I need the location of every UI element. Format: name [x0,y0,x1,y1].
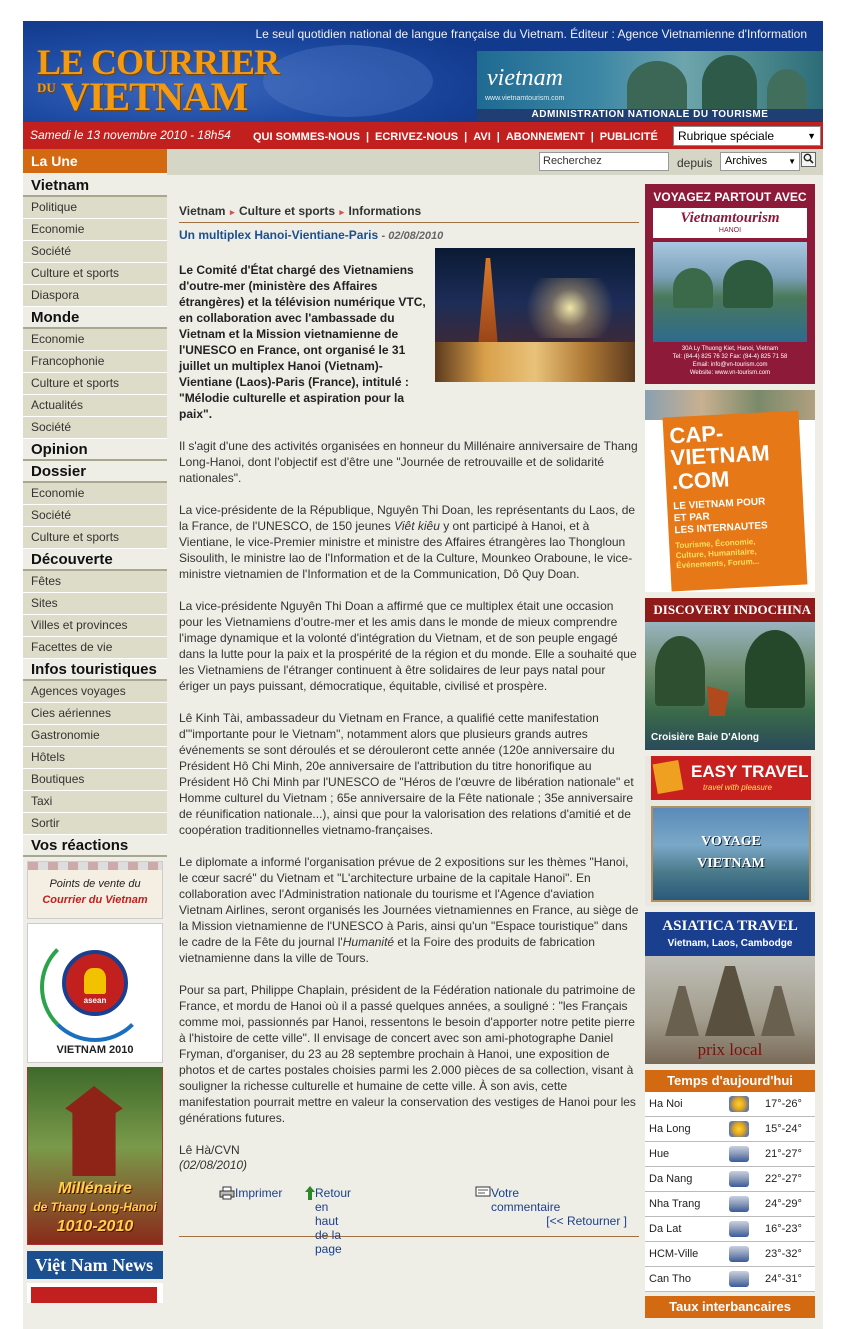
site-header [23,21,823,122]
p2-part-a: La vice-présidente de la République, Nguyên Thi Doan, les représentants du Laos, de la France, de l'UNESCO, de 150 jeunes [179,503,636,533]
site-logo-line2[interactable]: VIETNAM [61,74,248,119]
sidebar-item-facettes-vie[interactable]: Facettes de vie [23,637,167,659]
p2-part-b: y ont participé à Hanoi, et à Vientiane, le vice-Premier ministre et ministre des Affaires étrangères lao Thongloun Sisoulith, le ministre lao de l'Information et de la Culture, Mounkeo Oraboune, le vice-ministre vietnamien de l'Information et de la Communication, Dô Quy Doan. [179,519,633,581]
ad2-line7: Tourisme, Économie, [675,536,756,551]
chevron-down-icon: ▼ [807,131,816,141]
karst-rock [702,55,757,113]
sidebar-section-dossier[interactable]: Dossier [23,461,167,483]
ad2-line5: ET PAR [673,511,711,525]
p5-part-a: Le diplomate a informé l'organisation prévue de 2 expositions sur les thèmes "Hanoi, le cœur sacré" du Vietnam et "L'architecture urbaine de la capitale Hanoi". En collaboration avec l'Administration nationale du tourisme et l'Agence d'aviation Vietnam Airlines, seront organisés les Journées vietnamiennes en France, au siège de la Mission vietnamienne de l'UNESCO à Paris, ainsi qu'un "Espace touristique" dans le cadre de la Fête du journal l' [179,855,639,949]
sidebar-item-taxi[interactable]: Taxi [23,791,167,813]
ad4-logo-square [653,760,684,794]
promo-viet-nam-news[interactable] [27,1251,163,1279]
weather-city: Nha Trang [649,1198,701,1210]
ad-vietnamtourism[interactable] [645,184,815,384]
promo-vnn-label: Việt Nam News [34,1255,154,1275]
search-go-button[interactable] [801,152,816,167]
article-pubdate: (02/08/2010) [179,1158,248,1172]
archives-select[interactable] [720,152,800,171]
promo-millenaire-line2: de Thang Long-Hanoi [33,1200,157,1214]
search-input[interactable]: Recherchez [539,152,669,171]
weather-temp: 23°-32° [765,1248,802,1260]
p2-emphasis: Viêt kiêu [394,519,440,533]
breadcrumb-item-informations[interactable]: Informations [348,204,422,218]
ad5-voyage-vietnam [651,806,811,902]
nav-link-abonnement[interactable]: ABONNEMENT [505,131,585,143]
print-label: Imprimer [235,1186,283,1200]
weather-row [645,1192,815,1217]
weather-temp: 17°-26° [765,1098,802,1110]
ad2-line1: CAP- [668,420,724,449]
back-to-top-label: Retour en haut de la page [315,1186,352,1256]
promo-points-de-vente[interactable] [27,861,163,919]
weather-row [645,1267,815,1292]
weather-temp: 15°-24° [765,1123,802,1135]
ad1-halong-photo [653,242,807,342]
search-bar [167,149,823,175]
ad3-photo [645,622,815,750]
article-photo [435,248,635,382]
sidebar-item-economie[interactable]: Economie [23,483,167,505]
ad-asiatica-travel[interactable] [645,912,815,1064]
ad2-line9: Événements, Forum... [676,556,760,571]
rubrique-select[interactable] [673,126,821,146]
ad6-caption: prix local [697,1040,763,1059]
top-nav-bar [23,122,823,149]
sidebar-item-economie[interactable]: Economie [23,329,167,351]
sidebar-item-fetes[interactable]: Fêtes [23,571,167,593]
sun-icon [729,1121,749,1137]
ad1-address-1: 30A Ly Thuong Kiet, Hanoi, Vietnam [681,346,779,352]
weather-city: Da Lat [649,1223,682,1235]
sidebar-item-diaspora[interactable]: Diaspora [23,285,167,307]
sun-icon [729,1096,749,1112]
comment-label: Votre commentaire [491,1186,561,1214]
breadcrumb [179,204,639,223]
sidebar-section-opinion[interactable]: Opinion [23,439,167,461]
rubrique-selected-value: Rubrique spéciale [678,129,775,143]
breadcrumb-item-vietnam[interactable]: Vietnam [179,204,226,218]
weather-temp: 22°-27° [765,1173,802,1185]
nav-separator: | [464,131,468,143]
karst-rock [723,260,773,308]
asean-badge-text: asean [83,996,107,1005]
sidebar-section-infos-touristiques[interactable]: Infos touristiques [23,659,167,681]
ad4-banner [651,756,811,800]
print-button[interactable] [219,1186,283,1201]
ad4-title: EASY TRAVEL [691,762,809,781]
article-title: Un multiplex Hanoi-Vientiane-Paris [179,228,379,242]
promo-millenaire-line3: 1010-2010 [56,1218,134,1235]
promo-vietnam-2010[interactable] [27,923,163,1063]
sidebar-item-hotels[interactable]: Hôtels [23,747,167,769]
back-to-top-button[interactable] [305,1186,352,1256]
sidebar-item-economie[interactable]: Economie [23,219,167,241]
comment-icon [475,1186,491,1199]
right-ad-column [643,184,817,1318]
karst-rock [627,61,687,113]
sidebar-item-societe[interactable]: Société [23,241,167,263]
ad6-subtitle: Vietnam, Laos, Cambodge [667,938,793,949]
performance-stage [435,342,635,382]
rain-icon [729,1271,749,1287]
sidebar-item-societe[interactable]: Société [23,505,167,527]
sidebar-item-sortir[interactable]: Sortir [23,813,167,835]
rain-icon [729,1171,749,1187]
article-paragraph-1: Il s'agit d'une des activités organisées en honneur du Millénaire anniversaire de Thang Long-Hanoi, dont l'objectif est d'être une "Journée de retrouvaille et de solidarité nationales". [179,439,638,485]
article-paragraph-4: Lê Kinh Tài, ambassadeur du Vietnam en France, a qualifié cette manifestation d'"importante pour le Vietnam", notamment alors que plusieurs grands autres événements se sont déroulés et se dérouleront cette année (120e anniversaire du Président Hô Chi Minh, 20e anniversaire de l'attribution du titre honorifique au Président Hô Chi Minh par l'UNESCO de "Héros de l'œuvre de libération nationale" et Homme culturel du Vietnam ; 65e anniversaire de la Fête nationale ; 35e anniversaire de réunification nationale...), ainsi que pour la valorisation des relations d'amitié et de coopération traditionnelles vietnamo-françaises. [179,711,634,837]
ad3-caption: Croisière Baie D'Along [651,732,759,743]
ad1-website: Website: www.vn-tourism.com [689,370,771,376]
archives-selected-value: Archives [725,155,768,167]
weather-row [645,1117,815,1142]
rain-icon [729,1221,749,1237]
ad6-title: ASIATICA TRAVEL [662,918,798,934]
arrow-up-icon [305,1186,315,1200]
nav-link-qui-sommes-nous[interactable]: QUI SOMMES-NOUS [253,131,360,143]
nav-separator: | [365,131,370,143]
article-paragraph-2 [179,502,639,582]
sidebar-item-cies-aeriennes[interactable]: Cies aériennes [23,703,167,725]
nav-link-ecrivez-nous[interactable]: ECRIVEZ-NOUS [375,131,459,143]
article-bottom-divider [179,1236,639,1237]
sidebar-section-decouverte[interactable]: Découverte [23,549,167,571]
sidebar-item-boutiques[interactable]: Boutiques [23,769,167,791]
weather-row [645,1242,815,1267]
ad2-line8: Culture, Humanitaire, [675,546,757,561]
weather-temp: 21°-27° [765,1148,802,1160]
ad1-email: Email: info@vn-tourism.com [692,362,768,368]
weather-city: HCM-Ville [649,1248,699,1260]
site-logo-line1[interactable]: LE COURRIER [37,42,280,82]
weather-title: Temps d'aujourd'hui [645,1070,815,1092]
rain-icon [729,1246,749,1262]
comment-button[interactable] [475,1186,561,1214]
nav-link-publicite[interactable]: PUBLICITÉ [599,131,658,143]
sidebar-section-monde[interactable]: Monde [23,307,167,329]
karst-rock [673,268,713,308]
ad-easy-travel[interactable] [645,756,815,906]
vietnam-tourism-banner[interactable] [477,51,823,121]
weather-temp: 24°-29° [765,1198,802,1210]
p5-emphasis: Humanité [342,935,395,949]
ad3-title-bar [645,598,815,622]
rain-icon [729,1196,749,1212]
vnp-red-block [31,1287,157,1303]
ad1-brand: Vietnamtourism [680,210,780,226]
temple-tower [705,966,755,1036]
taux-interbancaires-title: Taux interbancaires [645,1296,815,1318]
promo-millenaire-line1: Millénaire [58,1180,132,1197]
printer-icon [219,1186,235,1200]
weather-row [645,1167,815,1192]
ad2-line4: LE VIETNAM POUR [672,496,766,513]
ad3-title: DISCOVERY INDOCHINA [653,602,811,617]
weather-widget [645,1070,815,1318]
site-logo-du[interactable]: DU [37,80,56,95]
banner-url: www.vietnamtourism.com [485,95,565,102]
ad-discovery-indochina[interactable] [645,598,815,750]
nav-separator: | [590,131,594,143]
junk-sail [707,686,729,716]
weather-city: Ha Long [649,1123,691,1135]
ad1-brand-box [653,208,807,238]
ad2-line6: LES INTERNAUTES [674,520,768,537]
search-icon [803,153,814,164]
promo-pdv-line2: Courrier du Vietnam [42,894,148,906]
karst-rock [767,69,807,113]
weather-city: Ha Noi [649,1098,683,1110]
karst-rock [655,636,705,706]
temple-tower [665,986,699,1036]
article-author: Lê Hà/CVN [179,1143,240,1157]
sidebar-item-politique[interactable]: Politique [23,197,167,219]
ad2-line3: .COM [671,466,730,495]
article-lead: Le Comité d'État chargé des Vietnamiens d'outre-mer (ministère des Affaires étrangères) et la télévision numérique VTC, en collaboration avec l'ambassade du Vietnam et la Mission vietnamienne de l'UNESCO en France, ont organisé le 31 juillet un multiplex Hanoi (Vietnam)-Vientiane (Laos)-Paris (France), intitulé : "Mélodie culturelle et aspiration pour la paix". [179,263,426,421]
ad2-orange-box [663,411,808,592]
p5-part-b: et la Foire des produits de fabrication vietnamienne dans la ville de Tours. [179,935,595,965]
left-sidebar [23,175,167,1303]
article-paragraph-6: Pour sa part, Philippe Chaplain, président de la Fédération nationale du patrimoine de France, et mordu de Hanoi où il a passé quelques années, a souligné : "les Français comme moi, passionnés par Hanoi, ressentons le besoin d'apporter notre petite pierre à l'histoire de cette ville". Il envisage de concert avec son ami-photographe Daniel Fryman, d'organiser, du 23 au 28 septembre prochain à Hanoi, une exposition de photos et de cartes postales choisies parmi les 2.000 pièces de sa collection, visant à souligner la richesse culturelle et humaine de cette ville. À son avis, cette manifestation pourrait mettre en valeur la conservation des vestiges de Hanoi pour les générations futures. [179,983,636,1125]
sidebar-section-vietnam[interactable]: Vietnam [23,175,167,197]
retourner-row [179,1214,639,1230]
swoosh-green [40,932,150,1042]
sidebar-item-francophonie[interactable]: Francophonie [23,351,167,373]
article-paragraph-3: La vice-présidente Nguyên Thi Doan a affirmé que ce multiplex était une occasion pour les Vietnamiens d'outre-mer et les amis dans le monde de mieux comprendre l'image dynamique et la volonté d'intégration du Vietnam, et de son peuple engagé dans la lutte pour la paix et la prospérité de la région et du monde. Elle a souhaité que les Vietnamiens de l'étranger continuent à être solidaires de leur pays natal pour ériger un pays puissant, démocratique, équitable, civilisé et prospère. [179,599,637,693]
promo-pdv-line1: Points de vente du [49,878,141,890]
sidebar-item-sites[interactable]: Sites [23,593,167,615]
karst-rock [745,630,805,708]
rain-icon [729,1146,749,1162]
nav-separator: | [496,131,500,143]
sidebar-item-culture-sports[interactable]: Culture et sports [23,373,167,395]
weather-city: Da Nang [649,1173,693,1185]
weather-row [645,1217,815,1242]
sidebar-item-agences-voyages[interactable]: Agences voyages [23,681,167,703]
article-title-line [179,228,639,242]
temple-tower [761,986,795,1036]
chevron-down-icon: ▼ [788,157,796,166]
breadcrumb-item-culture-sports[interactable]: Culture et sports [239,204,336,218]
article-main [179,204,639,1256]
sidebar-section-vos-reactions[interactable]: Vos réactions [23,835,167,857]
sidebar-item-societe[interactable]: Société [23,417,167,439]
newspaper-strip [28,862,162,870]
current-date: Samedi le 13 novembre 2010 - 18h54 [30,128,231,142]
promo-vietnam-2010-label: VIETNAM 2010 [56,1044,134,1056]
promo-vnp-logo[interactable] [27,1283,163,1303]
nav-link-avi[interactable]: AVI [473,131,491,143]
retourner-link[interactable]: [<< Retourner ] [546,1214,627,1228]
header-tagline: Le seul quotidien national de langue française du Vietnam. Éditeur : Agence Vietnamienne d'Information [255,27,807,41]
weather-temp: 24°-31° [765,1273,802,1285]
banner-admin-label: ADMINISTRATION NATIONALE DU TOURISME [477,109,823,121]
weather-temp: 16°-23° [765,1223,802,1235]
ad1-headline: VOYAGEZ PARTOUT AVEC [653,190,807,204]
sidebar-item-culture-sports[interactable]: Culture et sports [23,527,167,549]
ad6-header [645,912,815,956]
sidebar-item-villes-provinces[interactable]: Villes et provinces [23,615,167,637]
sidebar-item-culture-sports[interactable]: Culture et sports [23,263,167,285]
promo-millenaire-thang-long[interactable] [27,1067,163,1245]
page-wrapper [23,21,823,1329]
breadcrumb-arrow-icon: ▸ [337,207,347,217]
ad-cap-vietnam[interactable] [645,390,815,592]
ad5-line2: VIETNAM [697,856,765,871]
banner-vietnam-word: vietnam [487,65,563,91]
weather-row [645,1142,815,1167]
search-depuis-label: depuis [677,156,713,170]
weather-row [645,1092,815,1117]
ad2-line2: VIETNAM [669,440,771,471]
article-paragraph-5 [179,854,639,966]
breadcrumb-arrow-icon: ▸ [227,207,237,217]
ad4-subtitle: travel with pleasure [703,783,772,792]
weather-city: Can Tho [649,1273,691,1285]
ad1-city: HANOI [718,227,742,234]
ad1-address-2: Tel: (84-4) 825 76 32 Fax: (84-4) 825 71 58 [672,354,788,360]
sidebar-item-gastronomie[interactable]: Gastronomie [23,725,167,747]
sidebar-la-une[interactable]: La Une [23,149,167,173]
weather-city: Hue [649,1148,670,1160]
pagoda-shape [58,1086,130,1176]
ad5-line1: VOYAGE [701,834,761,849]
article-date: - 02/08/2010 [381,230,444,242]
sidebar-item-actualites[interactable]: Actualités [23,395,167,417]
top-nav-links [253,131,658,143]
stage-lights [515,278,625,338]
